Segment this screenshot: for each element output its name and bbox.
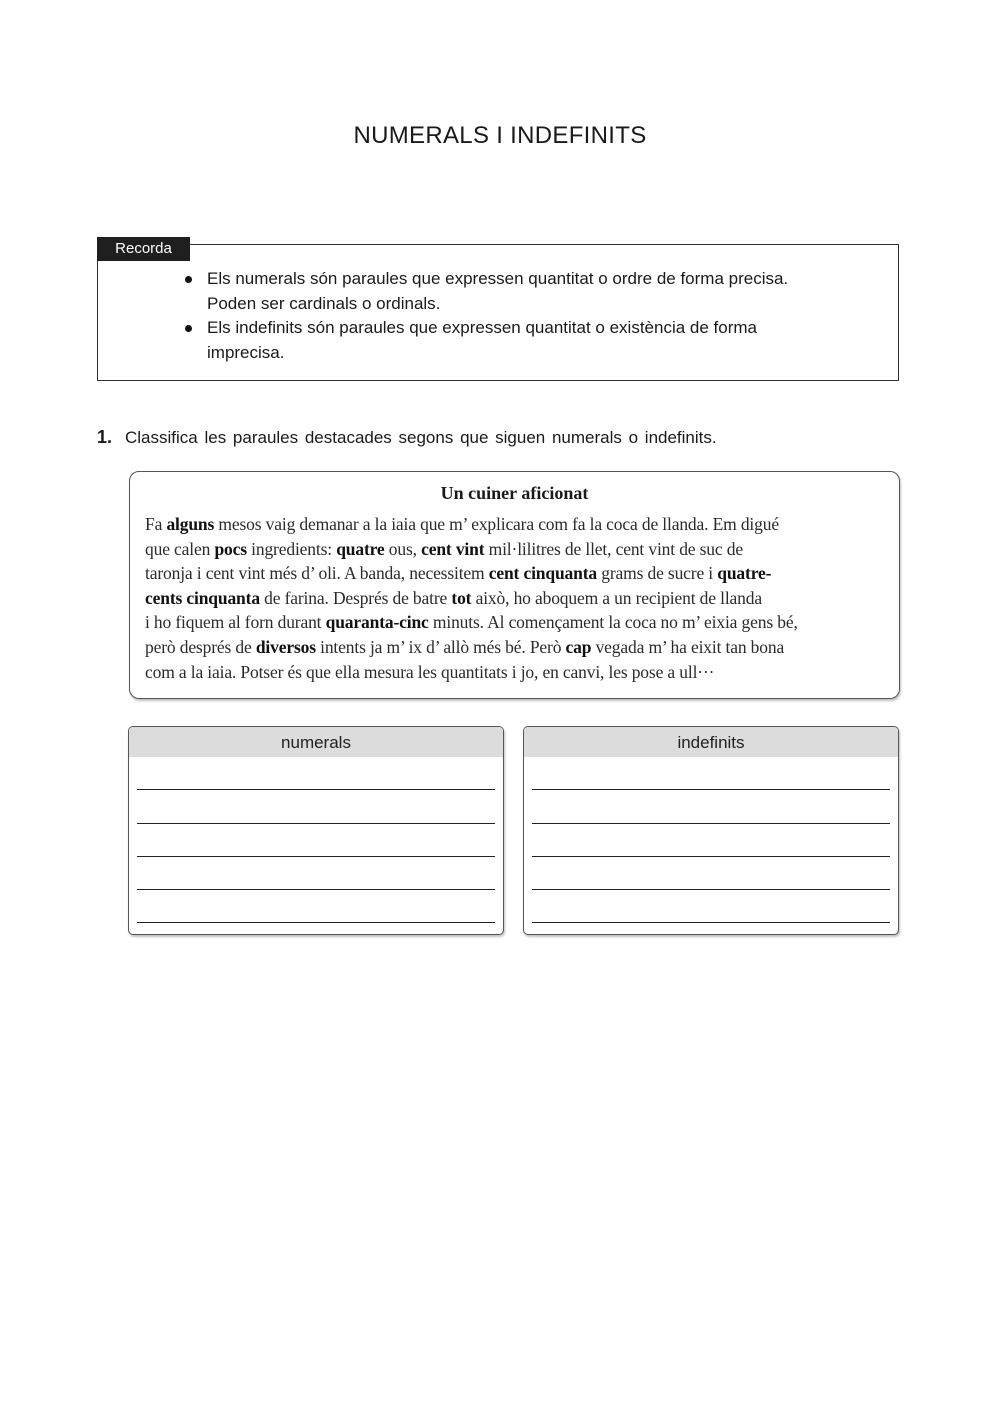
- highlighted-word: tot: [451, 587, 472, 608]
- reading-text-line: [145, 610, 885, 635]
- recorda-item-line: Els numerals són paraules que expressen quantitat o ordre de forma precisa.: [207, 269, 789, 288]
- text-run: ous,: [384, 538, 422, 559]
- answer-line[interactable]: [137, 889, 495, 890]
- answer-line[interactable]: [137, 922, 495, 923]
- text-run: com a la iaia. Potser és que ella mesura les quantitats i jo, en canvi, les pose a ull···: [145, 661, 715, 682]
- answer-line[interactable]: [532, 922, 890, 923]
- recorda-item: [185, 316, 885, 365]
- answer-line[interactable]: [532, 856, 890, 857]
- numerals-header: numerals: [129, 727, 503, 757]
- text-run: Fa: [145, 514, 167, 534]
- reading-text-line: [145, 660, 885, 685]
- highlighted-word: pocs: [214, 538, 247, 559]
- recorda-item-line: imprecisa.: [207, 342, 285, 362]
- answer-line[interactable]: [532, 789, 890, 790]
- page-title: NUMERALS I INDEFINITS: [353, 122, 647, 149]
- text-run: de farina. Després de batre: [259, 587, 452, 608]
- text-run: intents ja m’ ix d’ allò més bé. Però: [315, 636, 566, 657]
- reading-text-line: [145, 512, 885, 537]
- answer-line[interactable]: [137, 856, 495, 857]
- text-run: mesos vaig demanar a la iaia que m’ explicara com fa la coca de llanda. Em digué: [214, 514, 779, 534]
- text-run: però després de: [145, 636, 256, 657]
- text-run: minuts. Al començament la coca no m’ eixia gens bé,: [428, 612, 798, 633]
- text-run: ingredients:: [246, 538, 337, 559]
- recorda-list: [185, 267, 885, 365]
- text-run: això, ho aboquem a un recipient de llanda: [471, 587, 762, 608]
- highlighted-word: quatre: [336, 538, 385, 559]
- answer-line[interactable]: [532, 823, 890, 824]
- text-run: taronja i cent vint més d’ oli. A banda, necessitem: [145, 563, 489, 584]
- highlighted-word: diversos: [255, 636, 316, 657]
- indefinits-header: indefinits: [524, 727, 898, 757]
- recorda-item-line: Els indefinits són paraules que expressen quantitat o existència de forma: [207, 318, 757, 337]
- reading-text-line: [145, 635, 885, 660]
- indefinits-answer-box: [523, 726, 899, 935]
- reading-title: Un cuiner aficionat: [440, 483, 589, 503]
- text-run: mil·lilitres de llet, cent vint de suc de: [484, 538, 743, 559]
- highlighted-word: quatre-: [717, 563, 772, 584]
- reading-text-line: [145, 586, 885, 611]
- highlighted-word: cents cinquanta: [145, 587, 260, 608]
- highlighted-word: cent vint: [421, 538, 485, 559]
- highlighted-word: cap: [565, 636, 592, 657]
- exercise-number: 1.: [97, 427, 113, 447]
- numerals-answer-box: [128, 726, 504, 935]
- text-run: grams de sucre i: [597, 563, 718, 584]
- highlighted-word: cent cinquanta: [488, 563, 597, 584]
- highlighted-word: quaranta-cinc: [325, 612, 429, 633]
- exercise-instruction: Classifica les paraules destacades segons que siguen numerals o indefinits.: [125, 428, 717, 447]
- highlighted-word: alguns: [166, 514, 215, 534]
- reading-text-line: [145, 561, 885, 586]
- recorda-item: [185, 267, 885, 316]
- text-run: que calen: [145, 538, 215, 559]
- reading-text-line: [145, 537, 885, 562]
- recorda-item-line: Poden ser cardinals o ordinals.: [207, 293, 441, 313]
- recorda-label: Recorda: [97, 237, 190, 261]
- text-run: vegada m’ ha eixit tan bona: [591, 636, 785, 657]
- text-run: i ho fiquem al forn durant: [145, 612, 326, 633]
- reading-text: [145, 512, 885, 684]
- answer-line[interactable]: [532, 889, 890, 890]
- answer-line[interactable]: [137, 789, 495, 790]
- answer-line[interactable]: [137, 823, 495, 824]
